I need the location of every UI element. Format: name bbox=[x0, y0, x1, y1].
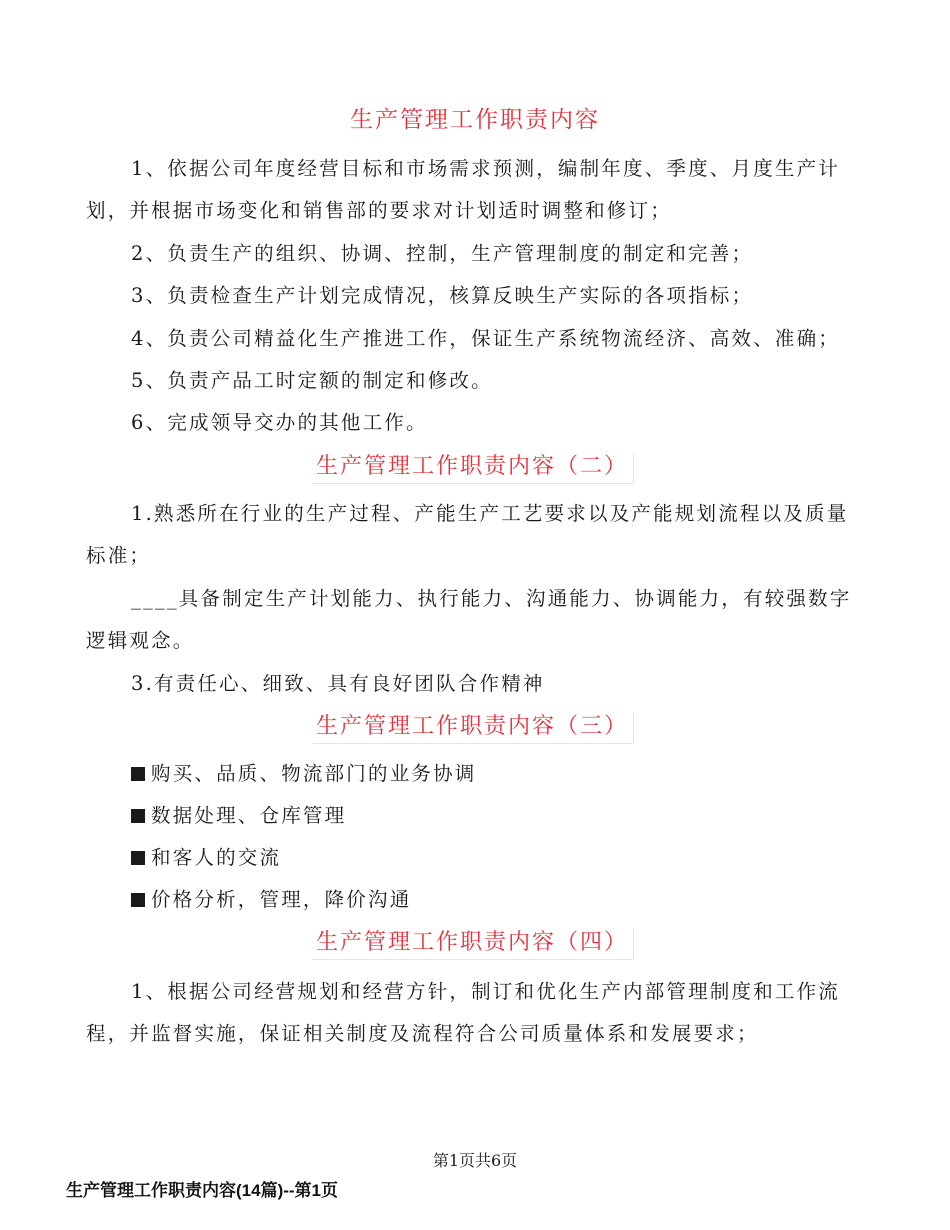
section-3-title: 生产管理工作职责内容（三） bbox=[312, 712, 634, 744]
paragraph-3: 3、负责检查生产计划完成情况，核算反映生产实际的各项指标； bbox=[131, 284, 754, 307]
section-2-paragraph-2-line-2: 逻辑观念。 bbox=[86, 629, 195, 652]
square-bullet-icon bbox=[131, 893, 145, 907]
paragraph-6: 6、完成领导交办的其他工作。 bbox=[131, 411, 428, 434]
section-2-title: 生产管理工作职责内容（二） bbox=[312, 452, 634, 484]
bullet-item bbox=[131, 879, 861, 921]
bullet-item bbox=[131, 753, 861, 795]
document-footer-label: 生产管理工作职责内容(14篇)--第1页 bbox=[66, 1181, 339, 1200]
bullet-item-text: 和客人的交流 bbox=[151, 846, 282, 869]
square-bullet-icon bbox=[131, 809, 145, 823]
bullet-item bbox=[131, 795, 861, 837]
bullet-item-text: 数据处理、仓库管理 bbox=[151, 804, 347, 827]
bullet-item bbox=[131, 837, 861, 879]
section-4-paragraph-1-line-1: 1、根据公司经营规划和经营方针，制订和优化生产内部管理制度和工作流 bbox=[131, 980, 841, 1003]
bullet-item-text: 价格分析，管理，降价沟通 bbox=[151, 888, 412, 911]
document-title: 生产管理工作职责内容 bbox=[350, 107, 600, 133]
paragraph-1-line-2: 划，并根据市场变化和销售部的要求对计划适时调整和修订； bbox=[86, 199, 672, 222]
section-4-paragraph-1-line-2: 程，并监督实施，保证相关制度及流程符合公司质量体系和发展要求； bbox=[86, 1022, 759, 1045]
page-number: 第1页共6页 bbox=[432, 1151, 518, 1170]
paragraph-4: 4、负责公司精益化生产推进工作，保证生产系统物流经济、高效、准确； bbox=[131, 327, 841, 350]
paragraph-1-line-1: 1、依据公司年度经营目标和市场需求预测，编制年度、季度、月度生产计 bbox=[131, 157, 841, 180]
section-2-paragraph-1-line-2: 标准； bbox=[86, 544, 152, 567]
paragraph-5: 5、负责产品工时定额的制定和修改。 bbox=[131, 369, 493, 392]
square-bullet-icon bbox=[131, 767, 145, 781]
square-bullet-icon bbox=[131, 851, 145, 865]
bullet-item-text: 购买、品质、物流部门的业务协调 bbox=[151, 762, 477, 785]
section-2-paragraph-2-line-1: ____具备制定生产计划能力、执行能力、沟通能力、协调能力，有较强数字 bbox=[131, 587, 852, 610]
section-2-paragraph-1-line-1: 1.熟悉所在行业的生产过程、产能生产工艺要求以及产能规划流程以及质量 bbox=[131, 502, 849, 525]
paragraph-2: 2、负责生产的组织、协调、控制，生产管理制度的制定和完善； bbox=[131, 242, 754, 265]
section-2-paragraph-3: 3.有责任心、细致、具有良好团队合作精神 bbox=[131, 672, 545, 695]
section-4-title: 生产管理工作职责内容（四） bbox=[312, 928, 634, 960]
